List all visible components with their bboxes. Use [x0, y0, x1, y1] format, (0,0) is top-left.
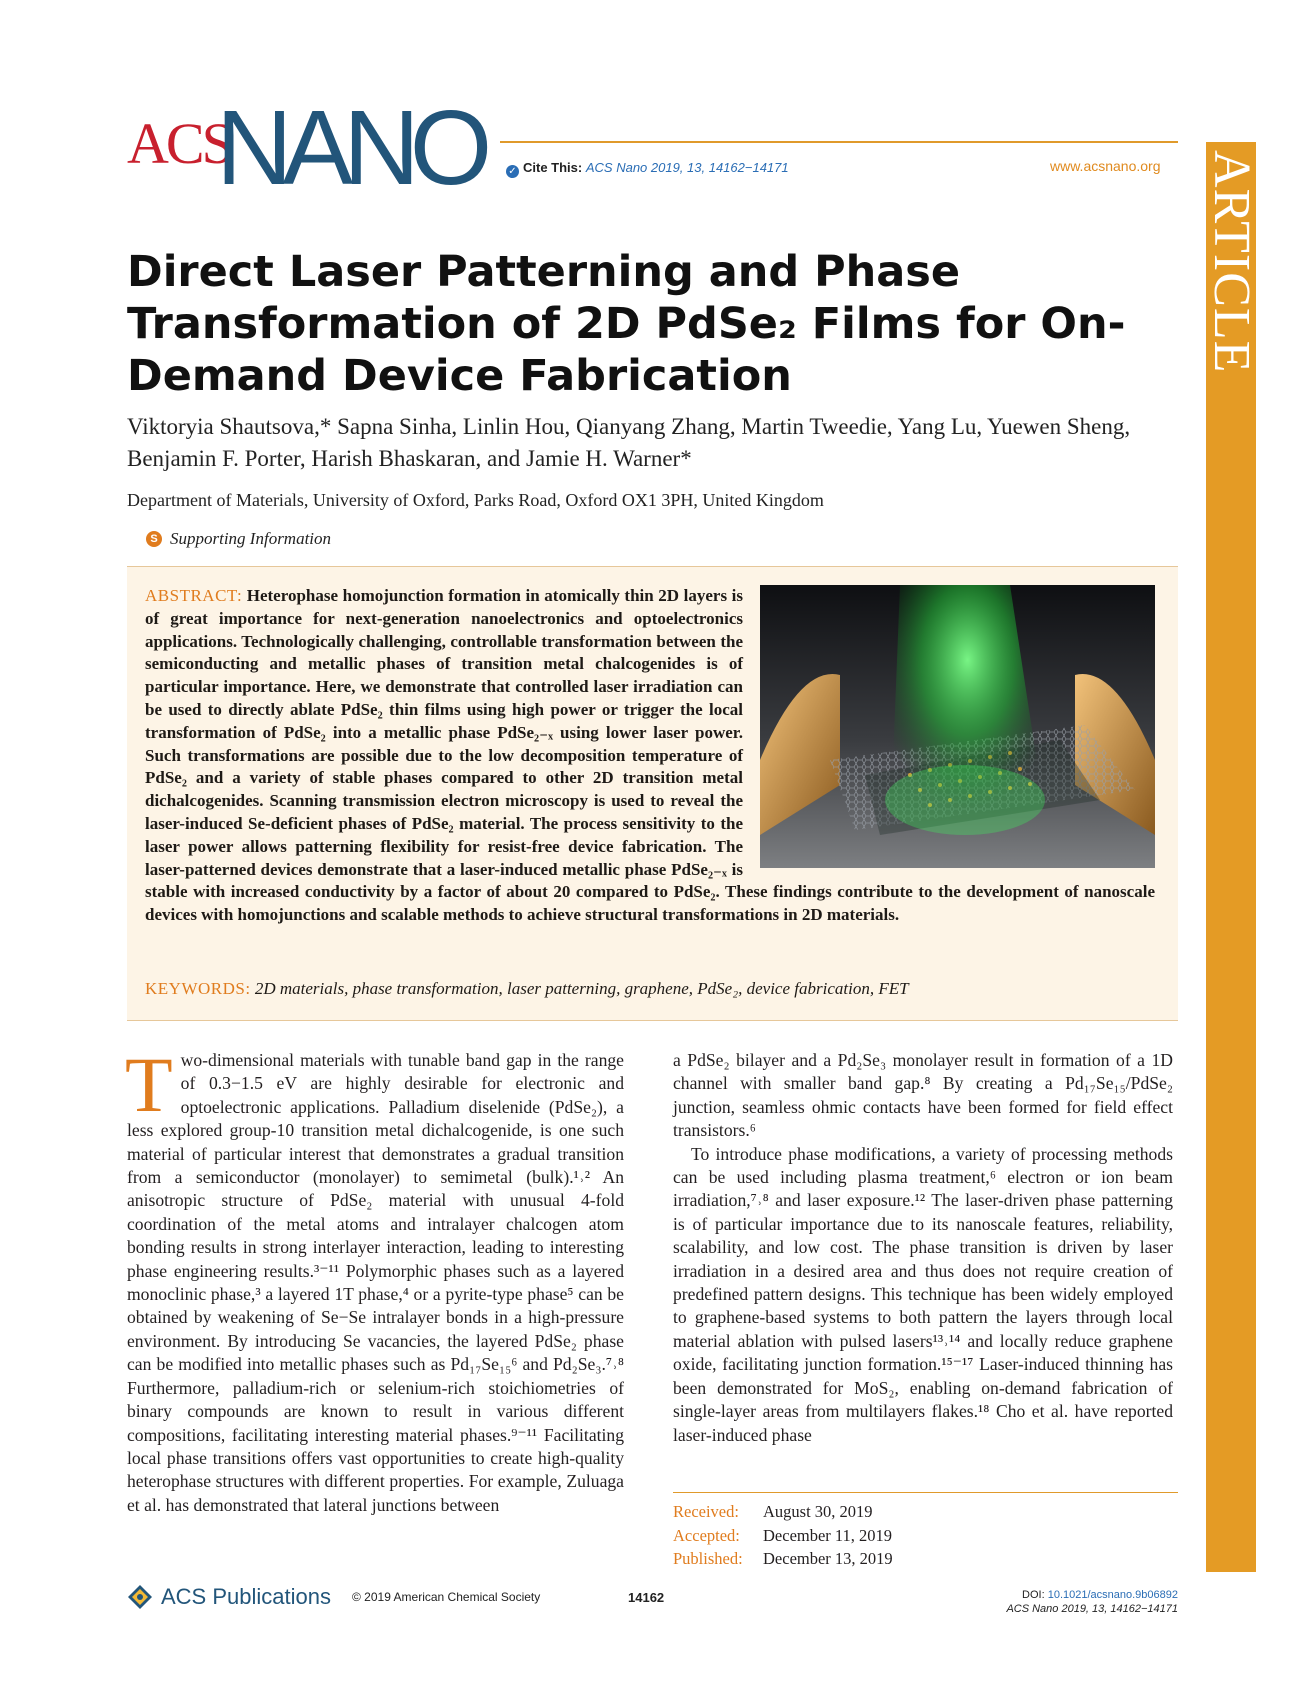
supporting-info-label: Supporting Information	[170, 529, 332, 548]
journal-logo	[127, 89, 507, 207]
body-left-column	[125, 1041, 624, 1517]
cite-ref[interactable]: ACS Nano 2019, 13, 14162−14171	[585, 160, 789, 175]
received-label: Received:	[673, 1502, 739, 1521]
journal-website-link[interactable]: www.acsnano.org	[1050, 158, 1161, 174]
check-icon: ✓	[506, 165, 519, 178]
acs-diamond-icon	[127, 1584, 153, 1610]
body-paragraph: To introduce phase modifications, a variety of processing methods can be used including plasma treatment,⁶ electron or ion beam irradiation,⁷˒⁸ and laser exposure.¹² The laser-driven phase patterning is of particular importance due to its nanoscale features, reliability, scalability, and low cost. The phase transition is driven by laser irradiation in a desired area and thus does not require creation of predefined pattern designs. This technique has been widely employed to graphene-based systems to both pattern the layers through local material ablation with pulsed lasers¹³˒¹⁴ and locally reduce graphene oxide, facilitating junction formation.¹⁵⁻¹⁷ Laser-induced thinning has been demonstrated for MoS₂, enabling on-demand fabrication of single-layer areas from multilayers flakes.¹⁸ Cho et al. have reported laser-induced phase	[673, 1143, 1173, 1445]
publisher-name: ACS Publications	[161, 1584, 331, 1609]
publication-dates	[673, 1500, 893, 1571]
published-date: December 13, 2019	[763, 1549, 893, 1568]
keywords	[145, 979, 1155, 999]
body-paragraph: wo-dimensional materials with tunable band gap in the range of 0.3−1.5 eV are highly desirable for electronic and optoelectronic applications. Palladium diselenide (PdSe₂), a less explored group-10 transition metal dichalcogenide, is one such material of particular interest that demonstrates a gradual transition from a semiconductor (monolayer) to semimetal (bulk).¹˒² An anisotropic structure of PdSe₂ material with unusual 4-fold coordination of the metal atoms and intralayer chalcogen atom bonding results in strong interlayer interaction, leading to interesting phase engineering results.³⁻¹¹ Polymorphic phases such as a layered monoclinic phase,³ a layered 1T phase,⁴ or a pyrite-type phase⁵ can be obtained by weakening of Se−Se intralayer bonds in a high-pressure environment. By introducing Se vacancies, the layered PdSe₂ phase can be modified into metallic phases such as Pd₁₇Se₁₅⁶ and Pd₂Se₃.⁷˒⁸ Furthermore, palladium-rich or selenium-rich stoichiometries of binary compounds are known to result in various different compositions, facilitating interesting material phases.⁹⁻¹¹ Facilitating local phase transitions offers vast opportunities to create high-quality heterophase structures with different properties. For example, Zuluaga et al. has demonstrated that lateral junctions between	[127, 1050, 624, 1515]
accepted-label: Accepted:	[673, 1525, 740, 1545]
doi-block	[990, 1588, 1178, 1616]
abstract-label: ABSTRACT:	[145, 586, 243, 605]
acs-publications-logo[interactable]	[127, 1584, 331, 1610]
header-rule	[500, 141, 1178, 143]
keywords-label: KEYWORDS:	[145, 979, 251, 998]
abstract-body: Heterophase homojunction formation in atomically thin 2D layers is of great importance for next-generation nanoelectronics and optoelectronics applications. Technologically challenging, controllable transformation between the semiconducting and metallic phases of transition metal chalcogenides is of particular importance. Here, we demonstrate that controlled laser irradiation can be used to directly ablate PdSe₂ thin films using high power or trigger the local transformation of PdSe₂ into a metallic phase PdSe₂₋ₓ using lower laser power. Such transformations are possible due to the low decomposition temperature of PdSe₂ and a variety of stable phases compared to other 2D transition metal dichalcogenides. Scanning transmission electron microscopy is used to reveal the laser-induced Se-deficient phases of PdSe₂ material. The process sensitivity to the laser power allows patterning flexibility for resist-free device fabrication. The laser-patterned devices demonstrate that a laser-induced metallic phase PdSe₂₋ₓ is stable with increased conductivity by a factor of about 20 compared to PdSe₂. These findings contribute to the development of nanoscale devices with homojunctions and scalable methods to achieve structural transformations in 2D materials.	[145, 586, 1155, 925]
dropcap: T	[125, 1041, 173, 1128]
journal-reference: ACS Nano 2019, 13, 14162−14171	[1006, 1603, 1178, 1615]
dates-rule	[673, 1492, 1178, 1493]
body-paragraph: a PdSe₂ bilayer and a Pd₂Se₃ monolayer result in formation of a 1D channel with smaller band gap.⁸ By creating a Pd₁₇Se₁₅/PdSe₂ junction, seamless ohmic contacts have been formed for field effect transistors.⁶	[673, 1050, 1173, 1141]
published-label: Published:	[673, 1549, 743, 1568]
logo-nano: NANO	[216, 89, 483, 207]
abstract	[145, 585, 1155, 927]
toc-graphic	[760, 585, 1155, 868]
received-date: August 30, 2019	[763, 1502, 873, 1521]
body-right-column	[673, 1049, 1173, 1447]
logo-acs: ACS	[127, 111, 231, 176]
doi-link[interactable]: 10.1021/acsnano.9b06892	[1047, 1589, 1178, 1601]
cite-this[interactable]	[506, 160, 789, 178]
article-label: ARTICLE	[1203, 150, 1260, 374]
doi-label: DOI:	[1022, 1589, 1045, 1601]
page-number: 14162	[628, 1590, 665, 1605]
article-title: Direct Laser Patterning and Phase Transformation of 2D PdSe₂ Films for On-Demand Device Fabrication	[127, 247, 1126, 401]
author-list	[127, 411, 1197, 475]
cite-label: Cite This:	[523, 160, 583, 175]
supporting-info-link[interactable]	[146, 529, 331, 549]
authors-text: Viktoryia Shautsova,* Sapna Sinha, Linlin Hou, Qianyang Zhang, Martin Tweedie, Yang Lu, Yuewen Sheng, Benjamin F. Porter, Harish Bhaskaran, and Jamie H. Warner*	[127, 414, 1131, 471]
accepted-date: December 11, 2019	[763, 1525, 893, 1545]
supporting-info-icon: S	[146, 531, 162, 547]
keywords-list: 2D materials, phase transformation, laser patterning, graphene, PdSe₂, device fabrication, FET	[254, 979, 909, 998]
copyright: © 2019 American Chemical Society	[352, 1590, 541, 1604]
article-side-bar	[1203, 142, 1260, 1572]
affiliation: Department of Materials, University of Oxford, Parks Road, Oxford OX1 3PH, United Kingdom	[127, 490, 824, 510]
